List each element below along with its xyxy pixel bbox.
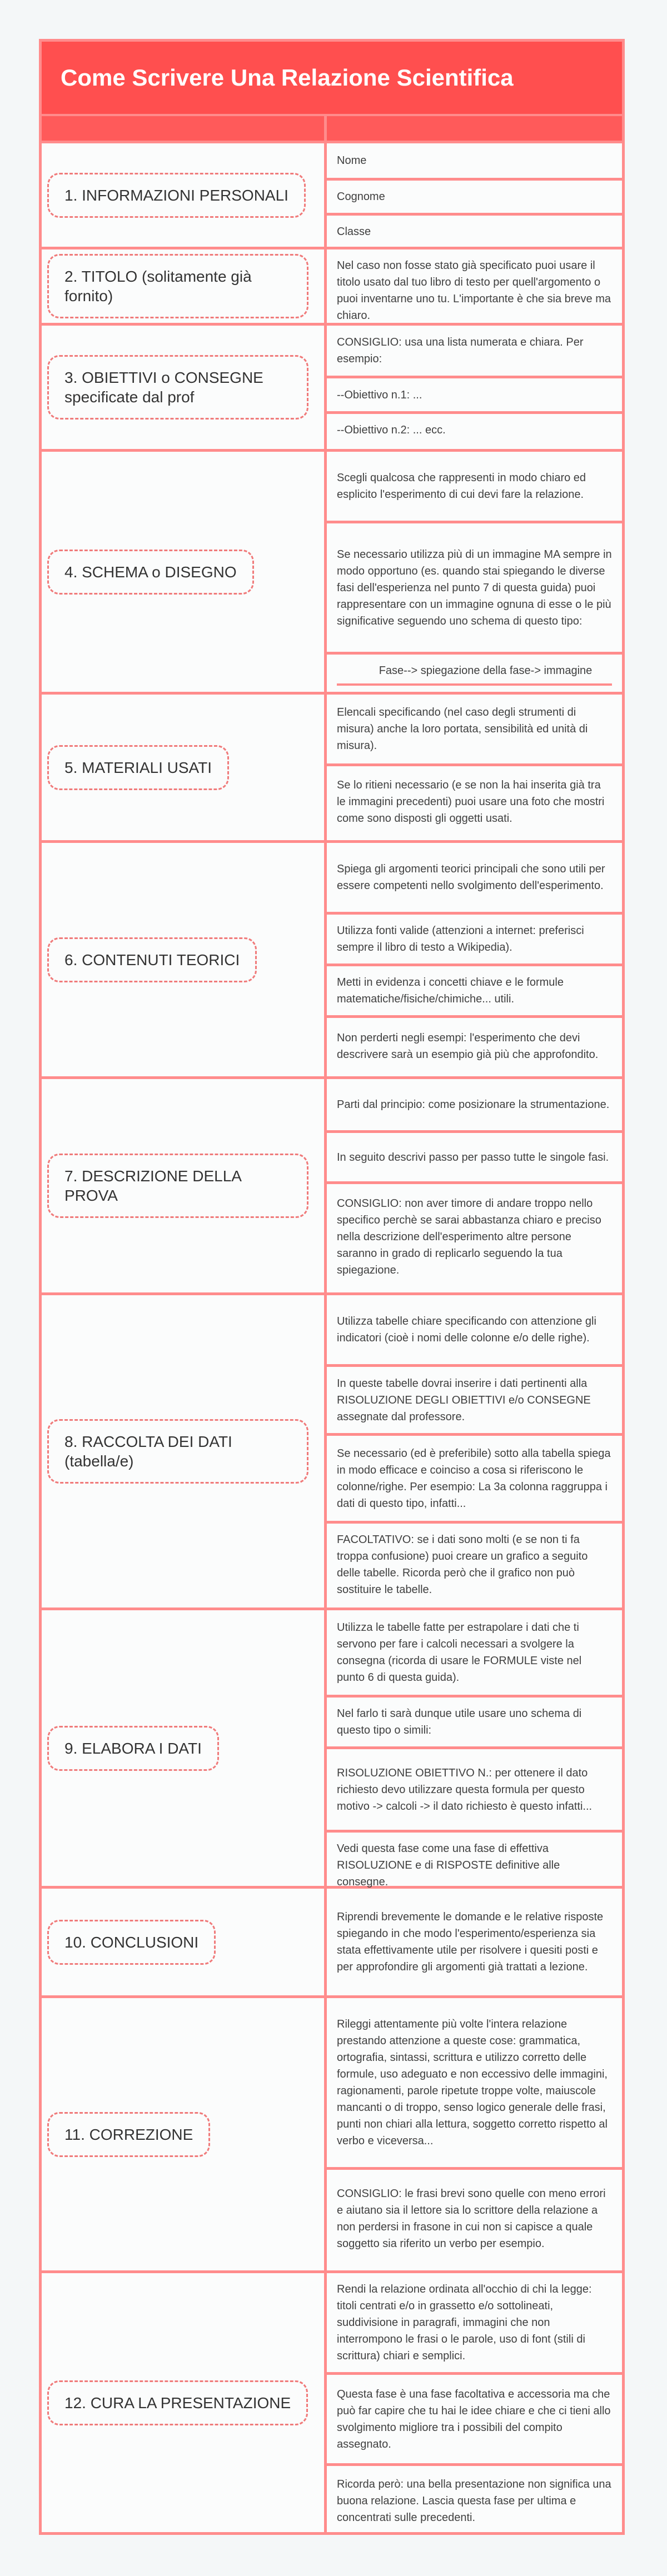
content-cell bbox=[327, 2167, 622, 2267]
content-cell bbox=[327, 326, 622, 376]
table-header-left bbox=[42, 116, 324, 141]
section-content bbox=[324, 695, 622, 840]
content-cell bbox=[327, 249, 622, 332]
content-text: RISOLUZIONE OBIETTIVO N.: per ottenere il dato richiesto devo utilizzare questa formula per questo motivo -> calcoli -> il dato richiesto è questo infatti... bbox=[337, 1766, 593, 1813]
content-cell bbox=[327, 2372, 622, 2463]
page-title: Come Scrivere Una Relazione Scientifica bbox=[42, 42, 622, 114]
content-cell bbox=[327, 452, 622, 521]
section-label: 6. CONTENUTI TEORICI bbox=[47, 937, 257, 982]
section-12 bbox=[42, 2270, 622, 2532]
section-label-cell bbox=[42, 452, 324, 692]
section-content bbox=[324, 1295, 622, 1607]
content-cell bbox=[327, 1998, 622, 2167]
section-content bbox=[324, 143, 622, 247]
content-cell bbox=[327, 411, 622, 446]
content-cell bbox=[327, 2273, 622, 2372]
content-text: Nel caso non fosse stato già specificato puoi usare il titolo usato dal tuo libro di testo per quell'argomento o puoi inventarne uno tu. L'importante è che sia breve ma chiaro. bbox=[337, 259, 611, 322]
content-text: Questa fase è una fase facoltativa e accessoria ma che può far capire che tu hai le idee chiare e che ci tieni allo svolgimento migliore tra i possibili del compito assegnato. bbox=[337, 2388, 611, 2450]
content-cell bbox=[327, 1015, 622, 1074]
content-cell bbox=[327, 763, 622, 837]
content-cell bbox=[327, 912, 622, 963]
section-7 bbox=[42, 1076, 622, 1292]
content-text: Rileggi attentamente più volte l'intera relazione prestando attenzione a queste cose: grammatica, ortografia, sintassi, scrittura e utilizzo corretto delle formule, uso adeguato e non eccessivo delle immagini, ragionamenti, parole ripetute troppe volte, maiuscole mancanti o di troppo, senso logico generale delle frasi, punti non chiari alla lettura, soggetto corretto rispetto al verbo e viceversa... bbox=[337, 2018, 608, 2147]
section-6 bbox=[42, 840, 622, 1076]
section-label: 9. ELABORA I DATI bbox=[47, 1726, 219, 1771]
content-text: CONSIGLIO: le frasi brevi sono quelle con meno errori e aiutano sia il lettore sia lo scrittore della relazione a non perdersi in frasone in cui non si capisce a quale soggetto sia riferito un verbo per esempio. bbox=[337, 2187, 606, 2250]
section-label-cell bbox=[42, 1998, 324, 2270]
section-label: 12. CURA LA PRESENTAZIONE bbox=[47, 2380, 308, 2425]
content-text: Se necessario (ed è preferibile) sotto alla tabella spiega in modo efficace e coinciso a cosa si riferiscono le colonne/righe. Per esempio: La 3a colonna raggruppa i dati di questo tipo, infatti... bbox=[337, 1447, 611, 1510]
section-2 bbox=[42, 247, 622, 323]
content-cell bbox=[327, 1130, 622, 1181]
guide-table bbox=[39, 39, 625, 2535]
sections bbox=[42, 141, 622, 2532]
content-cell bbox=[327, 376, 622, 411]
content-text: Se lo ritieni necessario (e se non la hai inserita già tra le immagini precedenti) puoi usare una foto che mostri come sono disposti gli oggetti usati. bbox=[337, 778, 605, 825]
section-label: 3. OBIETTIVI o CONSEGNE specificate dal prof bbox=[47, 355, 308, 420]
section-5 bbox=[42, 692, 622, 840]
section-label-cell bbox=[42, 1079, 324, 1292]
content-text: Cognome bbox=[337, 191, 385, 203]
content-text: CONSIGLIO: usa una lista numerata e chiara. Per esempio: bbox=[337, 336, 584, 365]
content-text: Nel farlo ti sarà dunque utile usare uno schema di questo tipo o simili: bbox=[337, 1708, 582, 1736]
content-cell bbox=[327, 521, 622, 652]
content-cell bbox=[327, 1746, 622, 1830]
table-header-right bbox=[324, 116, 622, 141]
content-cell bbox=[327, 1889, 622, 1995]
content-cell bbox=[327, 1830, 622, 1898]
section-label-cell bbox=[42, 143, 324, 247]
section-11 bbox=[42, 1995, 622, 2270]
section-label: 5. MATERIALI USATI bbox=[47, 745, 229, 790]
section-label-cell bbox=[42, 2273, 324, 2532]
section-label: 8. RACCOLTA DEI DATI (tabella/e) bbox=[47, 1419, 308, 1484]
content-cell bbox=[327, 963, 622, 1015]
content-cell bbox=[327, 143, 622, 178]
content-cell bbox=[327, 1610, 622, 1695]
section-3 bbox=[42, 323, 622, 449]
section-label-cell bbox=[42, 695, 324, 840]
section-content bbox=[324, 1998, 622, 2270]
section-label: 2. TITOLO (solitamente già fornito) bbox=[47, 254, 308, 318]
section-label: 7. DESCRIZIONE DELLA PROVA bbox=[47, 1154, 308, 1218]
section-4 bbox=[42, 449, 622, 692]
section-9 bbox=[42, 1607, 622, 1886]
section-label-cell bbox=[42, 1295, 324, 1607]
content-text: CONSIGLIO: non aver timore di andare troppo nello specifico perchè se sarai abbastanza chiaro e preciso nella descrizione dell'esperimento altre persone saranno in grado di replicarlo seguendo la tua spiegazione. bbox=[337, 1197, 601, 1276]
table-header-row bbox=[42, 114, 622, 141]
content-text: Scegli qualcosa che rappresenti in modo chiaro ed esplicito l'esperimento di cui devi fare la relazione. bbox=[337, 472, 586, 501]
content-cell bbox=[327, 1433, 622, 1521]
section-label: 11. CORREZIONE bbox=[47, 2112, 210, 2157]
section-content bbox=[324, 452, 622, 692]
section-label-cell bbox=[42, 1610, 324, 1886]
content-text: Nome bbox=[337, 154, 367, 167]
content-cell bbox=[327, 652, 622, 693]
section-content bbox=[324, 1889, 622, 1995]
content-cell bbox=[327, 695, 622, 763]
content-cell bbox=[327, 1695, 622, 1746]
section-label: 10. CONCLUSIONI bbox=[47, 1920, 216, 1965]
content-cell bbox=[327, 178, 622, 213]
content-text: In seguito descrivi passo per passo tutte le singole fasi. bbox=[337, 1151, 609, 1164]
section-1 bbox=[42, 141, 622, 247]
content-text: FACOLTATIVO: se i dati sono molti (e se non ti fa troppa confusione) puoi creare un grafico a seguito delle tabelle. Ricorda però che il grafico non può sostituire le tabelle. bbox=[337, 1534, 588, 1596]
section-label: 4. SCHEMA o DISEGNO bbox=[47, 550, 254, 595]
content-text: Metti in evidenza i concetti chiave e le formule matematiche/fisiche/chimiche... utili. bbox=[337, 976, 564, 1005]
content-text: Rendi la relazione ordinata all'occhio di chi la legge: titoli centrati e/o in grassetto e/o sottolineati, suddivisione in paragrafi, immagini che non interrompono le frasi o le parole, uso di font (stili di scrittura) chiari e semplici. bbox=[337, 2283, 592, 2362]
content-text: In queste tabelle dovrai inserire i dati pertinenti alla RISOLUZIONE DEGLI OBIETTIVI e/o CONSEGNE assegnate dal professore. bbox=[337, 1377, 591, 1423]
section-content bbox=[324, 2273, 622, 2532]
content-text: Ricorda però: una bella presentazione non significa una buona relazione. Lascia questa fase per ultima e concentrati sulle precedenti. bbox=[337, 2478, 611, 2524]
schema-example-text: Fase--> spiegazione della fase-> immagine bbox=[337, 662, 612, 686]
content-text: --Obiettivo n.1: ... bbox=[337, 388, 422, 401]
section-label: 1. INFORMAZIONI PERSONALI bbox=[47, 173, 306, 218]
section-label-cell bbox=[42, 1889, 324, 1995]
content-cell bbox=[327, 1364, 622, 1433]
section-content bbox=[324, 843, 622, 1076]
content-cell bbox=[327, 213, 622, 248]
section-content bbox=[324, 326, 622, 449]
content-cell bbox=[327, 2463, 622, 2535]
content-cell bbox=[327, 1295, 622, 1364]
content-text: --Obiettivo n.2: ... ecc. bbox=[337, 424, 446, 436]
section-label-cell bbox=[42, 843, 324, 1076]
section-label-cell bbox=[42, 249, 324, 323]
content-cell bbox=[327, 1521, 622, 1606]
content-text: Utilizza tabelle chiare specificando con attenzione gli indicatori (cioè i nomi delle colonne e/o delle righe). bbox=[337, 1315, 596, 1344]
content-text: Vedi questa fase come una fase di effettiva RISOLUZIONE e di RISPOSTE definitive alle consegne. bbox=[337, 1843, 560, 1888]
content-cell bbox=[327, 843, 622, 912]
content-text: Se necessario utilizza più di un immagine MA sempre in modo opportuno (es. quando stai spiegando le diverse fasi dell'esperienza nel punto 7 di questa guida) puoi rappresentare con un immagine ognuna di esse o le più significative seguendo uno schema di questo tipo: bbox=[337, 548, 612, 627]
content-text: Non perderti negli esempi: l'esperimento che devi descrivere sarà un esempio già più che approfondito. bbox=[337, 1031, 599, 1061]
section-content bbox=[324, 249, 622, 323]
section-content bbox=[324, 1079, 622, 1292]
content-text: Elencali specificando (nel caso degli strumenti di misura) anche la loro portata, sensibilità ed unità di misura). bbox=[337, 706, 588, 752]
content-text: Spiega gli argomenti teorici principali che sono utili per essere competenti nello svolgimento dell'esperimento. bbox=[337, 863, 605, 892]
content-text: Utilizza fonti valide (attenzioni a internet: preferisci sempre il libro di testo a Wikipedia). bbox=[337, 925, 584, 953]
section-10 bbox=[42, 1886, 622, 1995]
section-label-cell bbox=[42, 326, 324, 449]
content-text: Classe bbox=[337, 226, 371, 238]
content-text: Utilizza le tabelle fatte per estrapolare i dati che ti servono per fare i calcoli necessari a svolgere la consegna (ricorda di usare le FORMULE viste nel punto 6 di questa guida). bbox=[337, 1621, 582, 1684]
content-text: Riprendi brevemente le domande e le relative risposte spiegando in che modo l'esperimento/esperienza sia stata effettivamente utile per risolvere i quesiti posti e per approfondire gli argomenti già trattati a lezione. bbox=[337, 1911, 604, 1973]
content-cell bbox=[327, 1181, 622, 1289]
section-8 bbox=[42, 1292, 622, 1607]
content-cell bbox=[327, 1079, 622, 1130]
section-content bbox=[324, 1610, 622, 1886]
content-text: Parti dal principio: come posizionare la strumentazione. bbox=[337, 1099, 610, 1111]
